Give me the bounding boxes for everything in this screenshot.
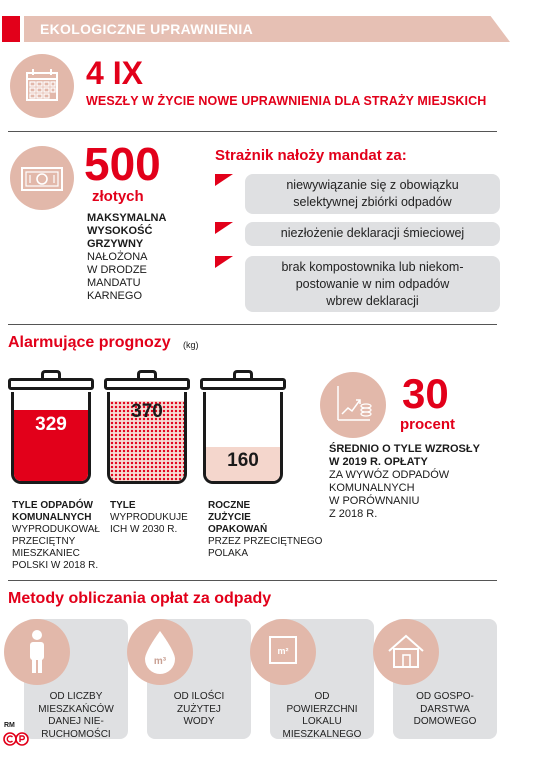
bullet-triangle-icon <box>215 256 233 268</box>
jar-body <box>107 392 187 484</box>
fine-unit: złotych <box>92 188 144 205</box>
reason-box: niezłożenie deklaracji śmieciowej <box>245 222 500 246</box>
method-label: OD LICZBY MIESZKAŃCÓW DANEJ NIE- RUCHOMOŚCI <box>38 691 114 740</box>
method-label: OD ILOŚCI ZUŻYTEJ WODY <box>173 691 225 727</box>
jar-2018 <box>8 378 94 484</box>
person-icon <box>4 619 70 685</box>
copyright-logo <box>3 732 29 751</box>
date-big: 4 IX <box>86 55 143 91</box>
reason-box: brak kompostownika lub niekom- postowanie w nim odpadów wbrew deklaracji <box>245 256 500 312</box>
header-band <box>0 16 510 42</box>
area-icon <box>250 619 316 685</box>
svg-text:m³: m³ <box>153 656 167 667</box>
svg-text:m²: m² <box>277 646 289 656</box>
jar-value: 370 <box>131 401 163 422</box>
forecast-unit: (kg) <box>183 340 199 350</box>
calendar-icon <box>10 54 74 118</box>
method-water <box>127 619 251 739</box>
percent-value: 30 <box>402 370 449 417</box>
house-icon <box>373 619 439 685</box>
calendar-circle <box>10 54 74 118</box>
date-subtitle: WESZŁY W ŻYCIE NOWE UPRAWNIENIA DLA STRAŻY MIEJSKICH <box>86 94 487 108</box>
divider <box>8 324 497 325</box>
percent-unit: procent <box>400 416 456 433</box>
jar-packaging <box>200 378 286 484</box>
header-title: EKOLOGICZNE UPRAWNIENIA <box>40 21 254 37</box>
jar-label: TYLE ODPADÓW KOMUNALNYCH WYPRODUKOWAŁ PRZECIĘTNY MIESZKANIEC POLSKI W 2018 R. <box>12 500 100 571</box>
method-label: OD POWIERZCHNI LOKALU MIESZKALNEGO <box>282 691 362 740</box>
method-household <box>373 619 497 739</box>
money-circle <box>10 146 74 210</box>
bullet-triangle-icon <box>215 222 233 234</box>
jar-value: 160 <box>227 450 259 471</box>
jar-label: TYLE WYPRODUKUJE ICH W 2030 R. <box>110 500 188 535</box>
jar-value: 329 <box>35 414 67 435</box>
divider <box>8 131 497 132</box>
fine-amount: 500 <box>84 138 161 190</box>
reason-box: niewywiązanie się z obowiązku selektywnej zbiórki odpadów <box>245 174 500 214</box>
growth-circle <box>320 372 386 438</box>
fine-caption-bold: MAKSYMALNA WYSOKOŚĆ GRZYWNY <box>87 212 167 250</box>
divider <box>8 580 497 581</box>
forecast-title: Alarmujące prognozy <box>8 334 171 351</box>
fine-heading: Strażnik nałoży mandat za: <box>215 147 407 164</box>
bullet-triangle-icon <box>215 174 233 186</box>
methods-title: Metody obliczania opłat za odpady <box>8 590 272 607</box>
author-initials: RM <box>4 722 15 729</box>
jar-2030 <box>104 378 190 484</box>
banknote-icon <box>10 146 74 210</box>
jar-body <box>11 392 91 484</box>
method-area <box>250 619 374 739</box>
fine-caption-normal: NAŁOŻONA W DRODZE MANDATU KARNEGO <box>87 251 148 302</box>
header-flag <box>2 16 20 42</box>
method-label: OD GOSPO- DARSTWA DOMOWEGO <box>413 691 477 727</box>
copyright-icon <box>3 732 29 746</box>
percent-caption: ŚREDNIO O TYLE WZROSŁY W 2019 R. OPŁATY ZA WYWÓZ ODPADÓW KOMUNALNYCH W PORÓWNANIU Z 2018 R. <box>329 443 480 520</box>
water-drop-icon <box>127 619 193 685</box>
method-residents <box>4 619 128 739</box>
growth-chart-icon <box>320 372 386 438</box>
jar-body <box>203 392 283 484</box>
jar-label: ROCZNE ZUŻYCIE OPAKOWAŃ PRZEZ PRZECIĘTNEGO POLAKA <box>208 500 323 559</box>
